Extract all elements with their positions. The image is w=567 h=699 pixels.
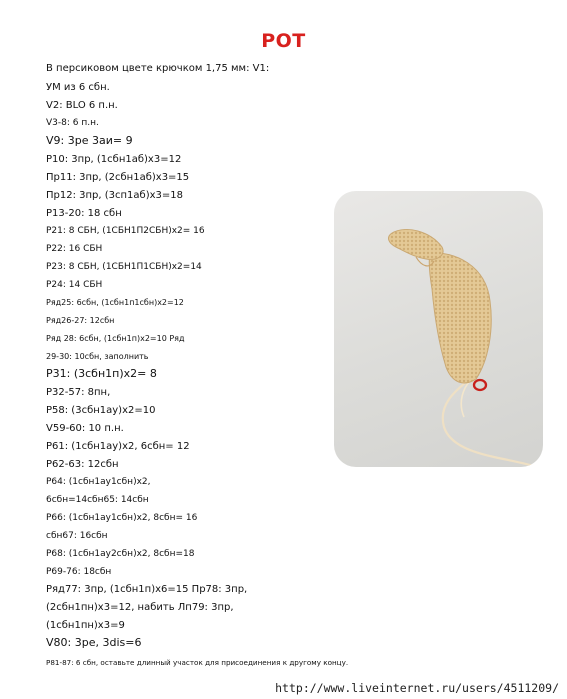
- pattern-line: P24: 14 СБН: [46, 280, 103, 290]
- pattern-line: P64: (1сбн1ау1сбн)x2,: [46, 477, 151, 487]
- pattern-line: P68: (1сбн1ау2сбн)x2, 8сбн=18: [46, 549, 195, 559]
- pattern-line: P81-87: 6 сбн, оставьте длинный участок для присоединения к другому концу.: [46, 658, 349, 667]
- pattern-line: 29-30: 10сбн, заполнить: [46, 352, 149, 361]
- pattern-line: Ряд25: 6сбн, (1сбн1п1сбн)x2=12: [46, 298, 184, 307]
- pattern-line: P22: 16 СБН: [46, 244, 103, 254]
- pattern-line: Ряд 28: 6сбн, (1сбн1п)x2=10 Ряд: [46, 334, 185, 343]
- pattern-line: P13-20: 18 сбн: [46, 208, 122, 219]
- pattern-line: P10: 3пр, (1сбн1аб)x3=12: [46, 154, 182, 165]
- pattern-line: УМ из 6 сбн.: [46, 82, 110, 93]
- pattern-line: V3-8: 6 п.н.: [46, 118, 99, 128]
- pattern-line: V9: 3ре 3аи= 9: [46, 134, 133, 147]
- pattern-line: P61: (1сбн1ау)x2, 6сбн= 12: [46, 441, 190, 452]
- page-title: РОТ: [261, 30, 306, 52]
- pattern-line: P62-63: 12сбн: [46, 459, 119, 470]
- pattern-line: 6сбн=14сбн65: 14сбн: [46, 495, 149, 505]
- pattern-line: В персиковом цвете крючком 1,75 мм: V1:: [46, 63, 270, 74]
- footer-url: http://www.liveinternet.ru/users/4511209/: [275, 681, 559, 695]
- pattern-line: P66: (1сбн1ау1сбн)x2, 8сбн= 16: [46, 513, 198, 523]
- pattern-line: Пр11: 3пр, (2сбн1аб)x3=15: [46, 172, 190, 183]
- pattern-line: сбн67: 16сбн: [46, 531, 108, 541]
- pattern-line: P58: (3сбн1ау)x2=10: [46, 405, 156, 416]
- pattern-line: V2: BLO 6 п.н.: [46, 100, 118, 111]
- pattern-line: Пр12: 3пр, (3сп1аб)x3=18: [46, 190, 183, 201]
- pattern-line: P21: 8 СБН, (1СБН1П2СБН)x2= 16: [46, 226, 205, 236]
- pattern-line: P32-57: 8пн,: [46, 387, 111, 398]
- pattern-line: P69-76: 18сбн: [46, 567, 112, 577]
- pattern-line: P23: 8 СБН, (1СБН1П1СБН)x2=14: [46, 262, 202, 272]
- pattern-line: V80: 3ре, 3dis=6: [46, 636, 142, 649]
- pattern-line: Ряд26-27: 12сбн: [46, 316, 115, 325]
- pattern-line: (2сбн1пн)x3=12, набить Лп79: 3пр,: [46, 602, 234, 613]
- pattern-line: V59-60: 10 п.н.: [46, 423, 124, 434]
- pattern-line: (1сбн1пн)x3=9: [46, 620, 125, 631]
- pattern-line: P31: (3сбн1п)x2= 8: [46, 367, 157, 380]
- pattern-line: Ряд77: 3пр, (1сбн1п)x6=15 Пр78: 3пр,: [46, 584, 248, 595]
- crochet-photo: [334, 191, 543, 467]
